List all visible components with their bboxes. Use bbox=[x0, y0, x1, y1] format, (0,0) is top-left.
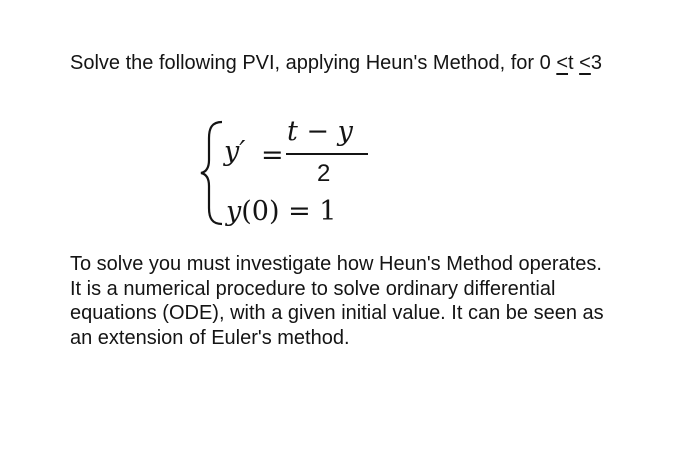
problem-statement-lead: Solve the following PVI, applying Heun's Method, for 0 bbox=[70, 52, 557, 74]
variable-t: t bbox=[568, 52, 580, 74]
less-equal-symbol: < bbox=[579, 52, 591, 74]
fraction-bar bbox=[286, 153, 368, 155]
initial-condition-value: (0) = 1 bbox=[241, 196, 337, 227]
fraction-numerator: t − y bbox=[287, 116, 353, 147]
initial-condition bbox=[226, 196, 336, 227]
upper-bound: 3 bbox=[590, 52, 602, 74]
fraction-denominator: 2 bbox=[317, 160, 331, 187]
problem-statement bbox=[70, 51, 602, 75]
initial-condition-function: y bbox=[226, 196, 242, 227]
derivative-lhs: y′ bbox=[224, 136, 246, 167]
less-equal-symbol: < bbox=[556, 52, 569, 74]
equals-sign: = bbox=[261, 140, 284, 171]
left-brace-icon bbox=[200, 120, 226, 226]
instructions-paragraph: To solve you must investigate how Heun's Method operates. It is a numerical procedure to solve ordinary differential equations (ODE), with a given initial value. It can be seen as an extension of Euler's method. bbox=[70, 253, 604, 349]
ode-system bbox=[200, 110, 400, 230]
